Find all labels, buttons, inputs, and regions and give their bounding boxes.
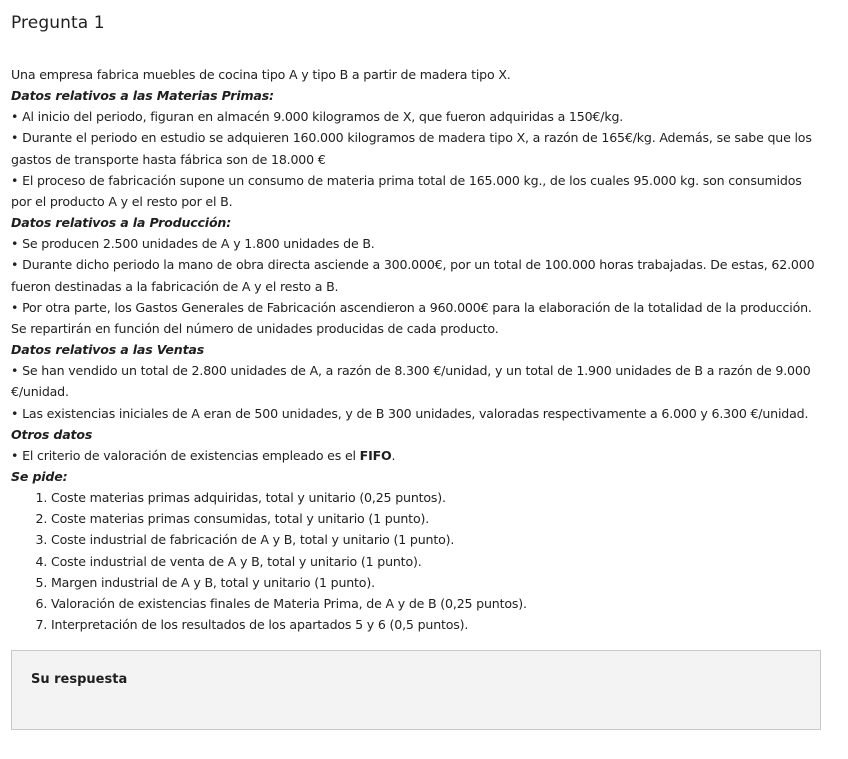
- produccion-item-2: • Durante dicho periodo la mano de obra directa asciende a 300.000€, por un total de 100.000 horas trabajadas. De estas, 62.000 fueron destinadas a la fabricación de A y el resto a B.: [11, 257, 815, 294]
- criterio-suffix: .: [391, 447, 396, 463]
- criterio-text: [11, 445, 825, 466]
- produccion-item-3: • Por otra parte, los Gastos Generales de Fabricación ascendieron a 960.000€ para la elaboración de la totalidad de la producción. Se repartirán en función del número de unidades producidas de cada producto.: [11, 299, 812, 336]
- materias-item-3: • El proceso de fabricación supone un consumo de materia prima total de 165.000 kg., de los cuales 95.000 kg. son consumidos por el producto A y el resto por el B.: [11, 172, 802, 209]
- produccion-heading: Datos relativos a la Producción:: [11, 215, 232, 231]
- task-item: 4. Coste industrial de venta de A y B, total y unitario (1 punto).: [51, 551, 825, 572]
- produccion-item-1: • Se producen 2.500 unidades de A y 1.800 unidades de B.: [11, 236, 375, 252]
- task-item: 3. Coste industrial de fabricación de A y B, total y unitario (1 punto).: [51, 529, 825, 550]
- materias-item-2: • Durante el periodo en estudio se adquieren 160.000 kilogramos de madera tipo X, a razón de 165€/kg. Además, se sabe que los gastos de transporte hasta fábrica son de 18.000 €: [11, 130, 812, 167]
- ventas-item-2: • Las existencias iniciales de A eran de 500 unidades, y de B 300 unidades, valoradas respectivamente a 6.000 y 6.300 €/unidad.: [11, 405, 809, 421]
- task-item: 5. Margen industrial de A y B, total y unitario (1 punto).: [51, 572, 825, 593]
- task-item: 1. Coste materias primas adquiridas, total y unitario (0,25 puntos).: [51, 487, 825, 508]
- materias-heading: Datos relativos a las Materias Primas:: [11, 88, 274, 104]
- criterio-prefix: • El criterio de valoración de existencias empleado es el: [11, 447, 360, 463]
- criterio-fifo: FIFO: [359, 447, 392, 463]
- question-title: Pregunta 1: [11, 13, 105, 33]
- question-statement: [11, 64, 825, 635]
- task-item: 2. Coste materias primas consumidas, total y unitario (1 punto).: [51, 508, 825, 529]
- task-item: 6. Valoración de existencias finales de Materia Prima, de A y de B (0,25 puntos).: [51, 593, 825, 614]
- answer-box[interactable]: [11, 650, 821, 730]
- answer-label: Su respuesta: [31, 672, 128, 687]
- task-item: 7. Interpretación de los resultados de los apartados 5 y 6 (0,5 puntos).: [51, 614, 825, 635]
- task-list: [11, 487, 825, 635]
- ventas-item-1: • Se han vendido un total de 2.800 unidades de A, a razón de 8.300 €/unidad, y un total de 1.900 unidades de B a razón de 9.000 €/unidad.: [11, 363, 811, 400]
- materias-item-1: • Al inicio del periodo, figuran en almacén 9.000 kilogramos de X, que fueron adquiridas a 150€/kg.: [11, 109, 624, 125]
- intro-text: Una empresa fabrica muebles de cocina tipo A y tipo B a partir de madera tipo X.: [11, 67, 511, 82]
- pide-heading: Se pide:: [11, 468, 68, 484]
- ventas-heading: Datos relativos a las Ventas: [11, 342, 205, 358]
- otros-heading: Otros datos: [11, 426, 93, 442]
